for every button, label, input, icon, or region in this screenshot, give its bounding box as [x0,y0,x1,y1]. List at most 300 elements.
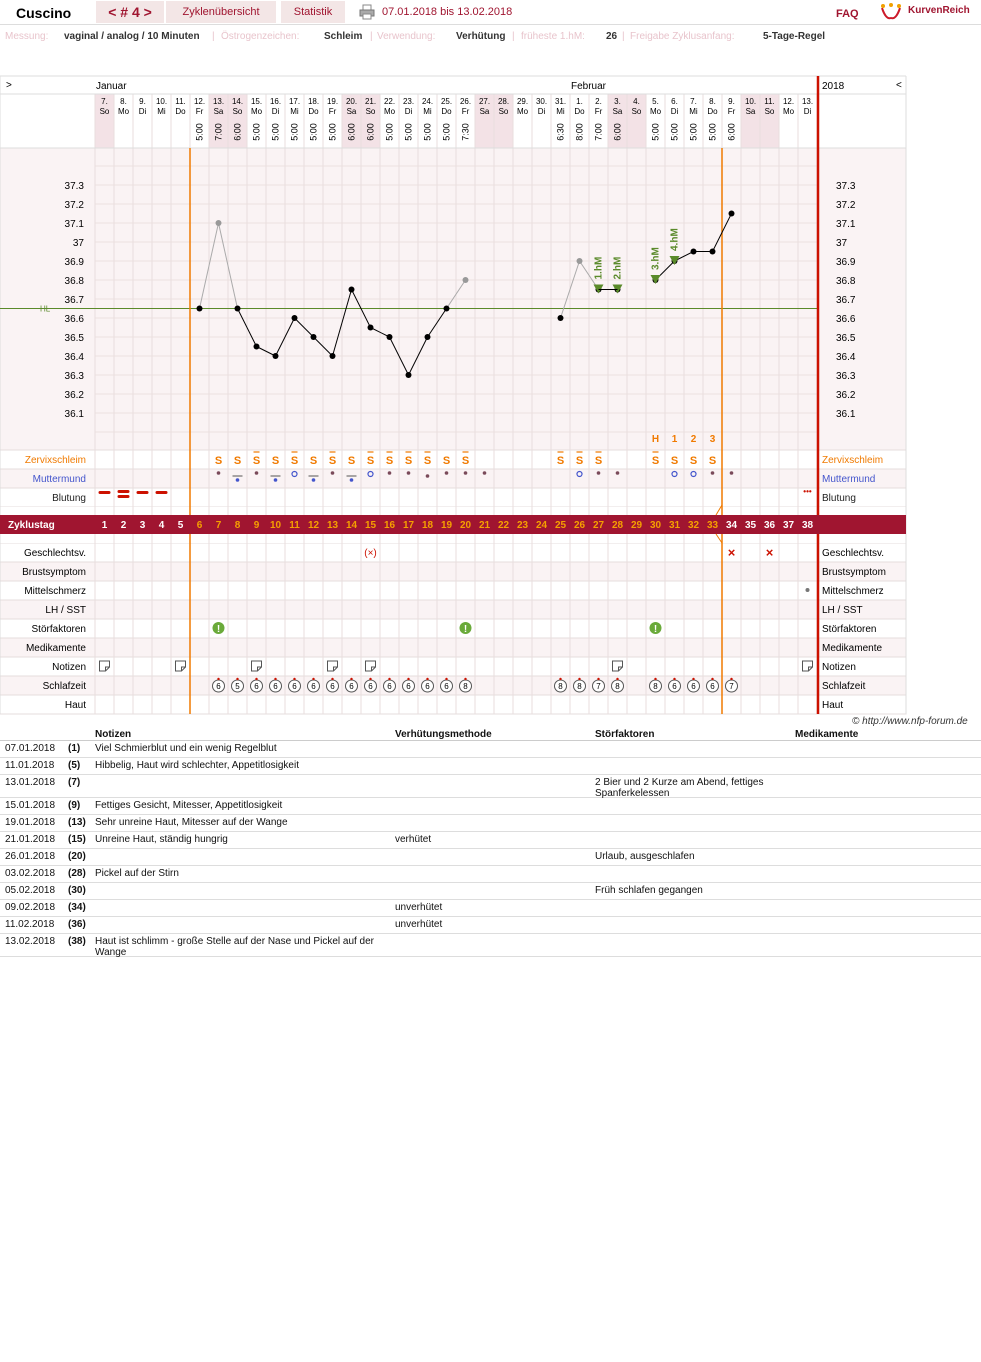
sleep-hours: 8 [558,682,563,691]
note-date: 19.01.2018 [5,817,56,828]
info-label-oestrogen: Östrogenzeichen: [221,31,300,42]
notes-row [0,849,981,866]
date-label: 27. [478,97,491,106]
info-label-verwendung: Verwendung: [377,31,436,42]
cycle-day-number: 3 [139,520,146,531]
row-label-left: Zervixschleim [24,455,86,466]
weekday-label: Mo [117,107,130,116]
zervix-symbol: S [708,455,717,467]
note-text: Viel Schmierblut und ein wenig Regelblut [95,743,277,754]
measure-time: 5:00 [403,123,414,141]
cycle-day-number: 38 [801,520,814,531]
zervix-symbol: S [328,455,337,467]
measure-time: 5:00 [669,123,680,141]
muttermund-high [711,471,715,475]
weekday-label: Mi [689,107,698,116]
measure-time: 6:00 [346,123,357,141]
note-text: Fettiges Gesicht, Mitesser, Appetitlosigkeit [95,800,283,811]
date-label: 6. [671,97,678,106]
note-cycle-day: (30) [68,885,86,896]
temp-point [444,306,450,312]
cycle-day-number: 36 [763,520,776,531]
intercourse-mark: × [727,545,736,560]
date-label: 13. [801,97,814,106]
nav-prev: > [6,80,12,91]
info-value-verwendung: Verhütung [456,31,506,42]
notes-row [0,815,981,832]
muttermund-high [464,471,468,475]
weekday-label: Fr [727,107,736,116]
measure-time: 7:00 [213,123,224,141]
weekday-label: Fr [594,107,603,116]
notes-row [0,900,981,917]
sleep-hours: 6 [425,682,430,691]
tab-statistics[interactable]: Statistik [281,1,345,23]
row-label-right: Mittelschmerz [822,586,884,597]
note-cycle-day: (38) [68,936,86,947]
tab-cycle-overview[interactable]: Zyklenübersicht [166,1,276,23]
cycle-day-number: 11 [289,520,300,531]
y-tick-right: 36.3 [836,371,856,382]
weekday-label: Fr [461,107,470,116]
muttermund-high [331,471,335,475]
temp-point [235,306,241,312]
zervix-symbol: S [575,455,584,467]
temp-point [292,315,298,321]
higher-measurement-label: 3.hM [650,247,662,270]
mittelschmerz-dot [806,588,810,592]
date-label: 12. [782,97,795,106]
sleep-hours: 8 [615,682,620,691]
y-tick-right: 36.9 [836,257,856,268]
sleep-hours: 5 [235,682,240,691]
row-label-left: Schlafzeit [42,681,86,692]
cycle-day-number: 25 [554,520,567,531]
sleep-hours: 8 [653,682,658,691]
row-label-right: Schlafzeit [822,681,866,692]
y-tick-right: 37.1 [836,219,856,230]
zervix-symbol: S [442,455,451,467]
zervix-symbol: S [423,455,432,467]
info-value-oestrogen: Schleim [324,31,363,42]
cycle-day-number: 24 [535,520,548,531]
note-cycle-day: (36) [68,919,86,930]
sleep-marker [312,678,314,680]
temp-point [368,325,374,331]
temp-point [330,353,336,359]
y-tick-left: 36.7 [64,295,84,306]
row-label-left: Haut [64,700,86,711]
date-label: 13. [212,97,225,106]
temp-point [463,277,469,283]
y-tick-left: 36.8 [64,276,84,287]
info-value-freigabe: 5-Tage-Regel [763,31,826,42]
note-date: 11.02.2018 [5,919,55,930]
note-cycle-day: (34) [68,902,86,913]
measure-time: 5:00 [270,123,281,141]
measure-time: 5:00 [650,123,661,141]
stoerfaktor-glyph: ! [653,624,658,635]
info-label-freigabe: Freigabe Zyklusanfang: [630,31,735,42]
note-date: 09.02.2018 [5,902,56,913]
note-stoer: 2 Bier und 2 Kurze am Abend, fettiges Spanferkelessen [595,777,764,799]
sleep-hours: 6 [710,682,715,691]
notes-row [0,798,981,815]
temp-point [197,306,203,312]
cycle-day-number: 22 [497,520,510,531]
date-label: 11. [175,97,186,106]
date-label: 22. [383,97,396,106]
sleep-hours: 6 [349,682,354,691]
zervix-symbol: S [366,455,375,467]
sleep-hours: 6 [330,682,335,691]
date-label: 19. [326,97,339,106]
note-date: 03.02.2018 [5,868,56,879]
note-method: verhütet [395,834,432,845]
y-tick-left: 37.2 [64,200,84,211]
y-tick-right: 36.8 [836,276,856,287]
note-text: Hibbelig, Haut wird schlechter, Appetitlosigkeit [95,760,299,771]
note-date: 15.01.2018 [5,800,56,811]
med-header: Medikamente [795,729,859,740]
date-label: 11. [764,97,775,106]
top-bar [0,0,981,25]
weekday-label: Mi [157,107,166,116]
weekday-label: Mi [290,107,299,116]
sleep-marker [692,678,694,680]
zervix-symbol: S [252,455,261,467]
peak-label: H [651,434,660,445]
muttermund-high [616,471,620,475]
note-cycle-day: (15) [68,834,86,845]
y-tick-right: 36.7 [836,295,856,306]
y-tick-left: 37 [72,238,84,249]
printer-icon[interactable] [359,4,375,20]
y-tick-right: 36.5 [836,333,856,344]
row-label-right: Geschlechtsv. [822,548,885,559]
date-label: 17. [288,97,301,106]
measure-time: 5:00 [327,123,338,141]
sleep-marker [654,678,656,680]
cycle-day-number: 1 [101,520,108,531]
month-label: Februar [571,81,607,92]
notes-header-row [0,727,981,741]
peak-label: 2 [690,434,697,445]
temp-point [558,315,564,321]
month-label: Januar [96,81,127,92]
weekday-label: Fr [328,107,337,116]
sleep-marker [407,678,409,680]
weekday-label: Mo [383,107,396,116]
zervix-symbol: S [271,455,280,467]
row-label-right: Zervixschleim [822,455,884,466]
muttermund-high [217,471,221,475]
cycle-day-number: 23 [516,520,529,531]
date-label: 7. [690,97,697,106]
sleep-hours: 8 [463,682,468,691]
cycle-day-number: 9 [253,520,260,531]
hl-label: HL [40,304,51,314]
row-label-left: Störfaktoren [31,624,86,635]
date-label: 5. [652,97,659,106]
row-label-left: Notizen [52,662,86,673]
weekday-label: Do [441,107,452,116]
zervix-symbol: S [385,455,394,467]
muttermund-low [236,478,240,482]
cycle-day-number: 2 [120,520,127,531]
notes-row [0,741,981,758]
y-tick-right: 37 [836,238,848,249]
date-label: 21. [364,97,377,106]
info-separator: | [622,31,625,42]
measure-time: 5:00 [194,123,205,141]
date-label: 31. [554,97,567,106]
date-label: 16. [269,97,282,106]
sleep-hours: 7 [596,682,601,691]
cycle-day-number: 37 [782,520,795,531]
row-label-right: Blutung [822,493,856,504]
peak-label: 3 [709,434,716,445]
y-tick-left: 37.1 [64,219,84,230]
cycle-day-number: 4 [158,520,165,531]
sleep-marker [388,678,390,680]
cycle-day-number: 8 [234,520,241,531]
row-label-right: LH / SST [822,605,863,616]
spacer [0,507,906,515]
method-header: Verhütungsmethode [395,729,492,740]
zervix-symbol: S [233,455,242,467]
sleep-hours: 8 [577,682,582,691]
temp-point [691,249,697,255]
muttermund-high [255,471,259,475]
row-label-right: Medikamente [822,643,883,654]
cycle-day-number: 10 [269,520,282,531]
weekday-label: Mi [556,107,565,116]
sleep-hours: 6 [406,682,411,691]
zervix-symbol: S [461,455,470,467]
weekday-label: Di [404,107,413,116]
y-tick-right: 36.2 [836,390,856,401]
notes-row [0,883,981,900]
cycle-day-number: 16 [383,520,396,531]
sleep-marker [255,678,257,680]
bleeding-mark [156,491,168,494]
chart-body [0,76,906,714]
note-cycle-day: (13) [68,817,86,828]
peak-label: 1 [671,434,678,445]
measure-time: 5:00 [251,123,262,141]
muttermund-low [274,478,278,482]
zervix-symbol: S [651,455,660,467]
temp-point [311,334,317,340]
weekday-label: So [99,107,110,116]
date-label: 15. [250,97,263,106]
cycle-day-number: 7 [215,520,222,531]
cycle-day-number: 13 [326,520,339,531]
date-label: 28. [497,97,510,106]
muttermund-high [597,471,601,475]
higher-measurement-label: 2.hM [612,256,624,280]
temp-point [425,334,431,340]
weekday-label: Di [537,107,546,116]
y-tick-left: 36.1 [64,409,84,420]
note-cycle-day: (5) [68,760,81,771]
measure-time: 5:00 [441,123,452,141]
notes-body [0,741,981,957]
cycle-day-number: 28 [611,520,624,531]
sleep-marker [236,678,238,680]
bleeding-mark [137,491,149,494]
crown-logo-icon [880,2,902,22]
row-label-right: Muttermund [822,474,876,485]
notes-row [0,934,981,957]
logo-text: KurvenReich [908,5,970,16]
y-tick-left: 37.3 [64,181,84,192]
measure-time: 5:00 [422,123,433,141]
intercourse-mark: × [765,545,774,560]
row-label-left: Geschlechtsv. [23,548,86,559]
row-background [0,469,906,488]
note-method: unverhütet [395,902,443,913]
date-label: 2. [595,97,602,106]
date-label: 8. [709,97,716,106]
y-tick-left: 36.3 [64,371,84,382]
sleep-marker [616,678,618,680]
date-label: 8. [120,97,127,106]
sleep-marker [597,678,599,680]
sleep-marker [559,678,561,680]
muttermund-low [350,478,354,482]
y-tick-left: 36.4 [64,352,84,363]
note-stoer: Früh schlafen gegangen [595,885,703,896]
temp-point [387,334,393,340]
cycle-day-number: 30 [649,520,662,531]
y-tick-right: 36.6 [836,314,856,325]
temp-point [577,258,583,264]
sleep-marker [464,678,466,680]
measure-time: 7:30 [460,123,471,141]
info-separator: | [512,31,515,42]
muttermund-mid [426,474,430,478]
date-label: 30. [535,97,548,106]
row-label-left: Medikamente [25,643,86,654]
row-label-right: Notizen [822,662,856,673]
date-label: 14. [231,97,244,106]
cycle-day-number: 27 [592,520,605,531]
row-label-left: Blutung [52,493,86,504]
stoerfaktor-glyph: ! [216,624,221,635]
note-cycle-day: (7) [68,777,81,788]
date-label: 25. [440,97,453,106]
weekday-label: So [631,107,642,116]
cycle-day-number: 33 [706,520,719,531]
row-background [0,581,906,600]
weekday-label: Sa [213,107,224,116]
note-date: 13.02.2018 [5,936,56,947]
user-name: Cuscino [16,5,72,21]
measure-time: 5:00 [308,123,319,141]
cycle-day-number: 35 [744,520,757,531]
note-date: 05.02.2018 [5,885,56,896]
sleep-marker [217,678,219,680]
weekday-label: So [232,107,243,116]
weekday-label: Do [707,107,718,116]
sleep-marker [331,678,333,680]
note-date: 13.01.2018 [5,777,56,788]
temp-point [273,353,279,359]
measure-time: 5:00 [384,123,395,141]
date-label: 10. [155,97,168,106]
measure-time: 8:00 [574,123,585,141]
zervix-symbol: S [594,455,603,467]
sleep-marker [350,678,352,680]
row-background [0,562,906,581]
cycle-day-number: 14 [345,520,358,531]
date-label: 10. [744,97,757,106]
sleep-hours: 6 [368,682,373,691]
bleeding-mark [99,491,111,494]
date-label: 9. [139,97,146,106]
sleep-marker [293,678,295,680]
sleep-hours: 6 [387,682,392,691]
weekday-label: Do [574,107,585,116]
kurvenreich-logo[interactable] [880,2,980,22]
temp-point [729,211,735,217]
row-label-right: Haut [822,700,844,711]
measure-time: 6:00 [232,123,243,141]
cycle-info-bar [5,31,980,45]
sleep-marker [578,678,580,680]
cycle-day-number: 12 [307,520,320,531]
note-cycle-day: (20) [68,851,86,862]
sleep-hours: 6 [254,682,259,691]
weekday-label: Sa [745,107,756,116]
sleep-marker [445,678,447,680]
cycle-switch-button[interactable]: < # 4 > [96,1,164,23]
muttermund-high [483,471,487,475]
weekday-label: Mo [516,107,529,116]
date-label: 23. [402,97,415,106]
note-date: 21.01.2018 [5,834,56,845]
spotting-mark: ••• [803,487,812,496]
note-text: Unreine Haut, ständig hungrig [95,834,228,845]
temp-point [349,287,355,293]
cycle-chart [0,72,981,716]
sleep-hours: 6 [311,682,316,691]
muttermund-low [312,478,316,482]
row-background [0,676,906,695]
cycle-day-number: 20 [459,520,472,531]
row-background [0,695,906,714]
note-stoer: Urlaub, ausgeschlafen [595,851,695,862]
measure-time: 5:00 [289,123,300,141]
cycle-day-number: 17 [402,520,415,531]
notes-row [0,775,981,798]
sleep-marker [730,678,732,680]
sleep-marker [711,678,713,680]
faq-link[interactable]: FAQ [836,8,859,20]
nav-next: < [896,80,902,91]
info-value-messung: vaginal / analog / 10 Minuten [64,31,200,42]
y-tick-left: 36.6 [64,314,84,325]
date-label: 9. [728,97,735,106]
y-tick-left: 36.9 [64,257,84,268]
row-background [0,450,906,469]
weekday-label: Mi [423,107,432,116]
info-value-fruehste: 26 [606,31,618,42]
notes-row [0,866,981,883]
sleep-marker [426,678,428,680]
